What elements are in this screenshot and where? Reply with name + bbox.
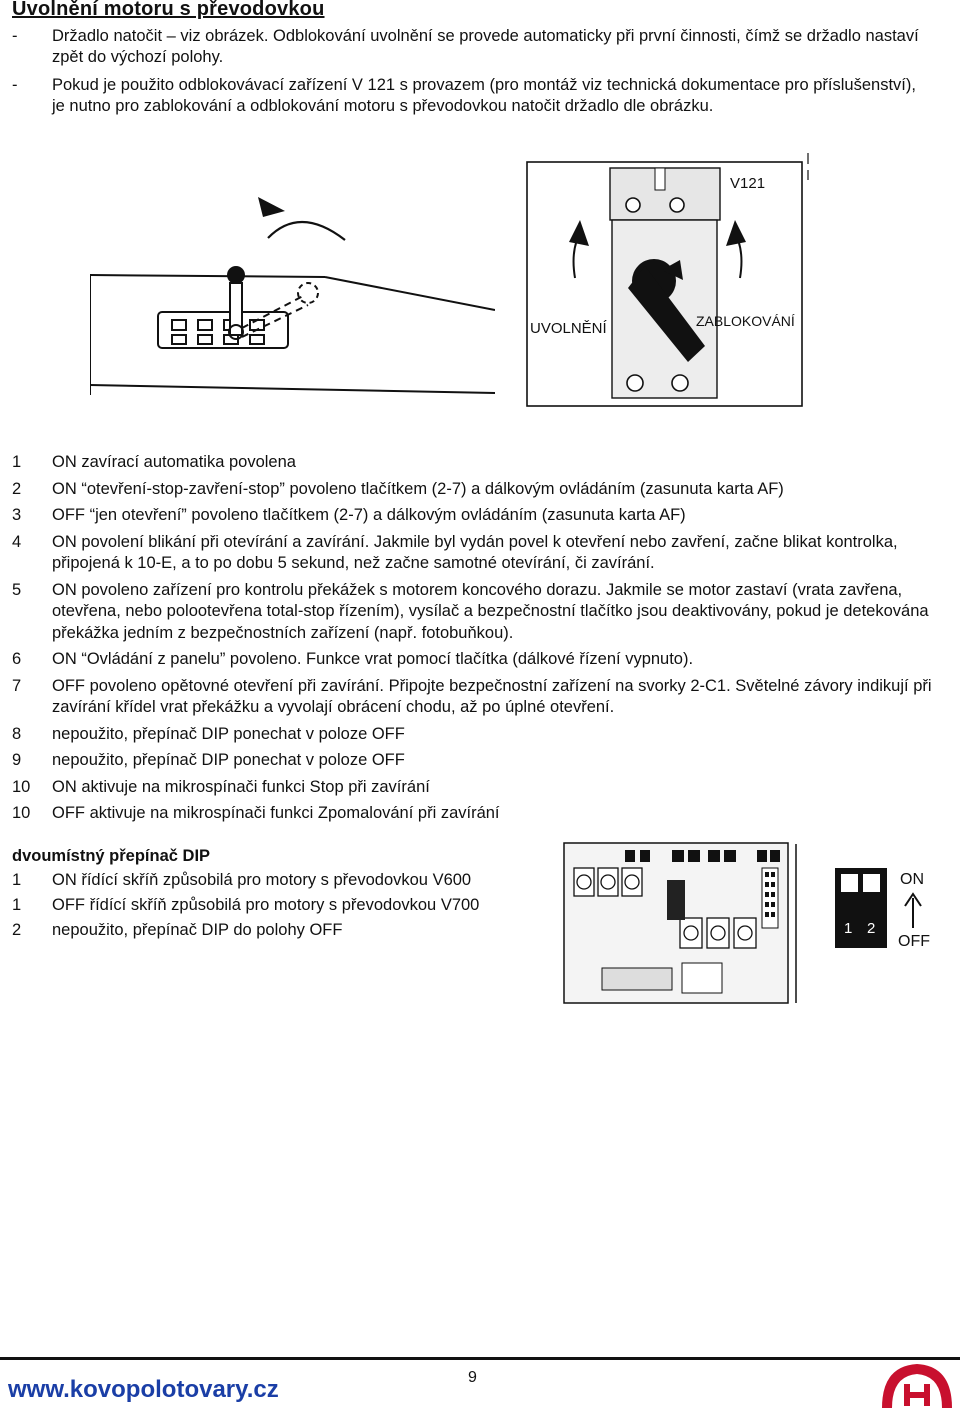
off-label: OFF — [898, 933, 930, 950]
item-number: 2 — [12, 921, 22, 939]
item-number: 5 — [12, 580, 22, 599]
on-label: ON — [900, 871, 924, 888]
bullet-text: Držadlo natočit – viz obrázek. Odblokování uvolnění se provede automaticky při první činnosti, čímž se držadlo nastaví zpět do výchozí polohy. — [52, 27, 919, 66]
list-item — [12, 803, 942, 825]
item-text: nepoužito, přepínač DIP ponechat v poloze OFF — [52, 724, 405, 743]
v121-model-label: V121 — [730, 175, 766, 192]
item-number: 1 — [12, 453, 22, 471]
switch-2-label: 2 — [867, 920, 876, 937]
two-position-dip-switch — [830, 858, 940, 958]
list-item — [12, 452, 942, 474]
list-item — [12, 724, 942, 746]
item-text: OFF “jen otevření” povoleno tlačítkem (2-7) a dálkovým ovládáním (zasunuta karta AF) — [52, 506, 686, 524]
item-number: 10 — [12, 804, 31, 822]
list-item — [12, 505, 942, 527]
dip-switch-settings-list — [12, 452, 942, 830]
item-text: ON “Ovládání z panelu” povoleno. Funkce vrat pomocí tlačítka (dálkové řízení vypnuto). — [52, 650, 694, 668]
item-number: 6 — [12, 650, 22, 668]
item-number: 10 — [12, 777, 31, 796]
item-number: 4 — [12, 532, 22, 551]
page-title: Uvolnění motoru s převodovkou — [12, 0, 325, 20]
item-number: 1 — [12, 871, 22, 889]
list-item — [12, 750, 942, 772]
bullet-dash: - — [12, 76, 18, 94]
item-number: 8 — [12, 724, 22, 743]
up-arrow-icon — [905, 894, 921, 928]
list-item — [12, 649, 942, 671]
control-board-illustration — [562, 838, 802, 1008]
item-text: ON “otevření-stop-zavření-stop” povoleno tlačítkem (2-7) a dálkovým ovládáním (zasunuta karta AF) — [52, 479, 784, 498]
item-text: OFF řídící skříň způsobilá pro motory s převodovkou V700 — [52, 896, 480, 914]
release-lever-illustration — [90, 185, 495, 395]
lock-label: ZABLOKOVÁNÍ — [696, 313, 795, 329]
section-heading: dvoumístný přepínač DIP — [12, 847, 211, 865]
item-text: ON řídící skříň způsobilá pro motory s převodovkou V600 — [52, 871, 472, 889]
item-text: OFF povoleno opětovné otevření při zavírání. Připojte bezpečnostní zařízení na svorky 2-C1. Světelné závory indikují při zavírání křídel vrat překážku a vyvolají obrácení chodu, až po úplné otevření. — [52, 676, 932, 716]
bullet-dash: - — [12, 27, 18, 45]
list-item — [12, 479, 942, 501]
item-text: OFF aktivuje na mikrospínači funkci Zpomalování při zavírání — [52, 804, 500, 822]
website-link[interactable]: www.kovopolotovary.cz — [8, 1376, 279, 1403]
bullet-text: Pokud je použito odblokovávací zařízení V 121 s provazem (pro montáž viz technická dokumentace pro příslušenství), je nutno pro zablokování a odblokování motoru s převodovkou natočit držadlo dle obrázku. — [52, 76, 916, 115]
item-text: ON aktivuje na mikrospínači funkci Stop při zavírání — [52, 777, 430, 796]
item-number: 3 — [12, 506, 22, 524]
list-item — [12, 676, 942, 719]
company-logo — [878, 1360, 956, 1410]
item-text: ON povolení blikání při otevírání a zavírání. Jakmile byl vydán povel k otevření nebo zavření, začne blikat kontrolka, připojená k 10-E, a to po dobu 5 sekund, než začne samotné otevírání, či zavírání. — [52, 532, 898, 572]
page-number: 9 — [468, 1369, 477, 1386]
footer-divider — [0, 1357, 960, 1360]
item-number: 9 — [12, 751, 22, 769]
item-number: 1 — [12, 896, 22, 914]
v121-device-illustration — [520, 148, 820, 413]
item-number: 7 — [12, 676, 22, 695]
item-text: nepoužito, přepínač DIP ponechat v poloze OFF — [52, 751, 405, 769]
item-text: ON povoleno zařízení pro kontrolu překážek s motorem koncového dorazu. Jakmile se motor zastaví (vrata zavřena, otevřena, nebo polootevřena total-stop řízením), vysílač a bezpečnostní tlačítko jsou deaktivovány, pokud je detekována překážka jedním z bezpečnostních zařízení (např. fotobuňkou). — [52, 580, 929, 642]
item-number: 2 — [12, 479, 22, 498]
switch-1-label: 1 — [844, 920, 853, 937]
release-label: UVOLNĚNÍ — [530, 320, 607, 337]
item-text: ON zavírací automatika povolena — [52, 453, 296, 471]
list-item — [12, 580, 942, 645]
item-text: nepoužito, přepínač DIP do polohy OFF — [52, 921, 343, 939]
list-item — [12, 532, 942, 575]
list-item — [12, 777, 942, 799]
